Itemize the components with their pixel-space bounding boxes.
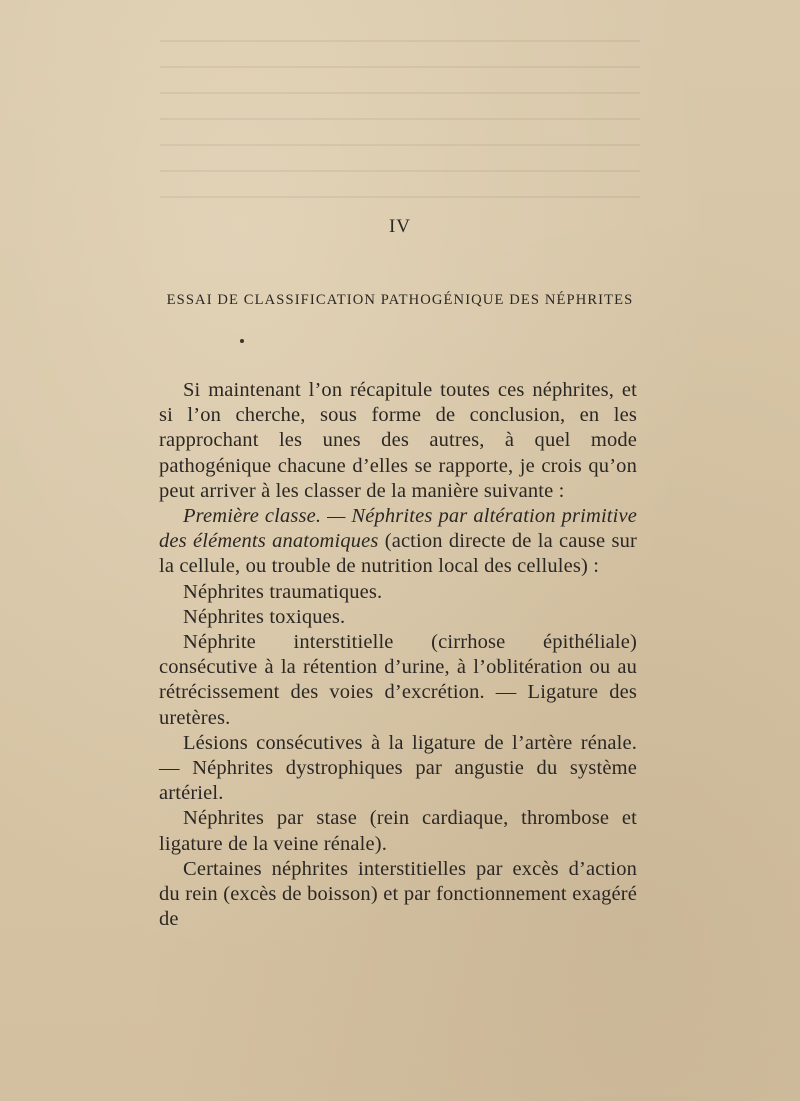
- ink-speck: [240, 339, 244, 343]
- first-class-label: Première classe. — Néphrites par altération primitive des éléments anatomiques: [159, 505, 637, 553]
- first-class-description: (action directe de la cause sur la cellule, ou trouble de nutrition local des cellules) :: [159, 530, 637, 578]
- paragraph-first-class: [159, 504, 637, 580]
- paragraph-intro: Si maintenant l’on récapitule toutes ces néphrites, et si l’on cherche, sous forme de conclusion, en les rapprochant les unes des autres, à quel mode pathogénique chacune d’elles se rapporte, je crois qu’on peut arriver à les classer de la manière suivante :: [159, 379, 637, 502]
- paragraph-lesions: Lésions consécutives à la ligature de l’artère rénale. — Néphrites dystrophiques par angustie du système artériel.: [159, 731, 637, 805]
- paragraph-stasis: Néphrites par stase (rein cardiaque, thrombose et ligature de la veine rénale).: [159, 807, 637, 855]
- bleed-through-text: [160, 40, 640, 210]
- paragraph-traumatic: Néphrites traumatiques.: [183, 580, 383, 603]
- paragraph-toxic: Néphrites toxiques.: [183, 605, 346, 628]
- section-heading: ESSAI DE CLASSIFICATION PATHOGÉNIQUE DES NÉPHRITES: [166, 292, 634, 308]
- chapter-numeral: IV: [388, 216, 412, 237]
- paragraph-certain: Certaines néphrites interstitielles par excès d’action du rein (excès de boisson) et par fonctionnement exagéré de: [159, 857, 637, 931]
- body-text: [159, 378, 637, 932]
- paragraph-interstitial: Néphrite interstitielle (cirrhose épithéliale) consécutive à la rétention d’urine, à l’oblitération ou au rétrécissement des voies d’excrétion. — Ligature des uretères.: [159, 631, 637, 729]
